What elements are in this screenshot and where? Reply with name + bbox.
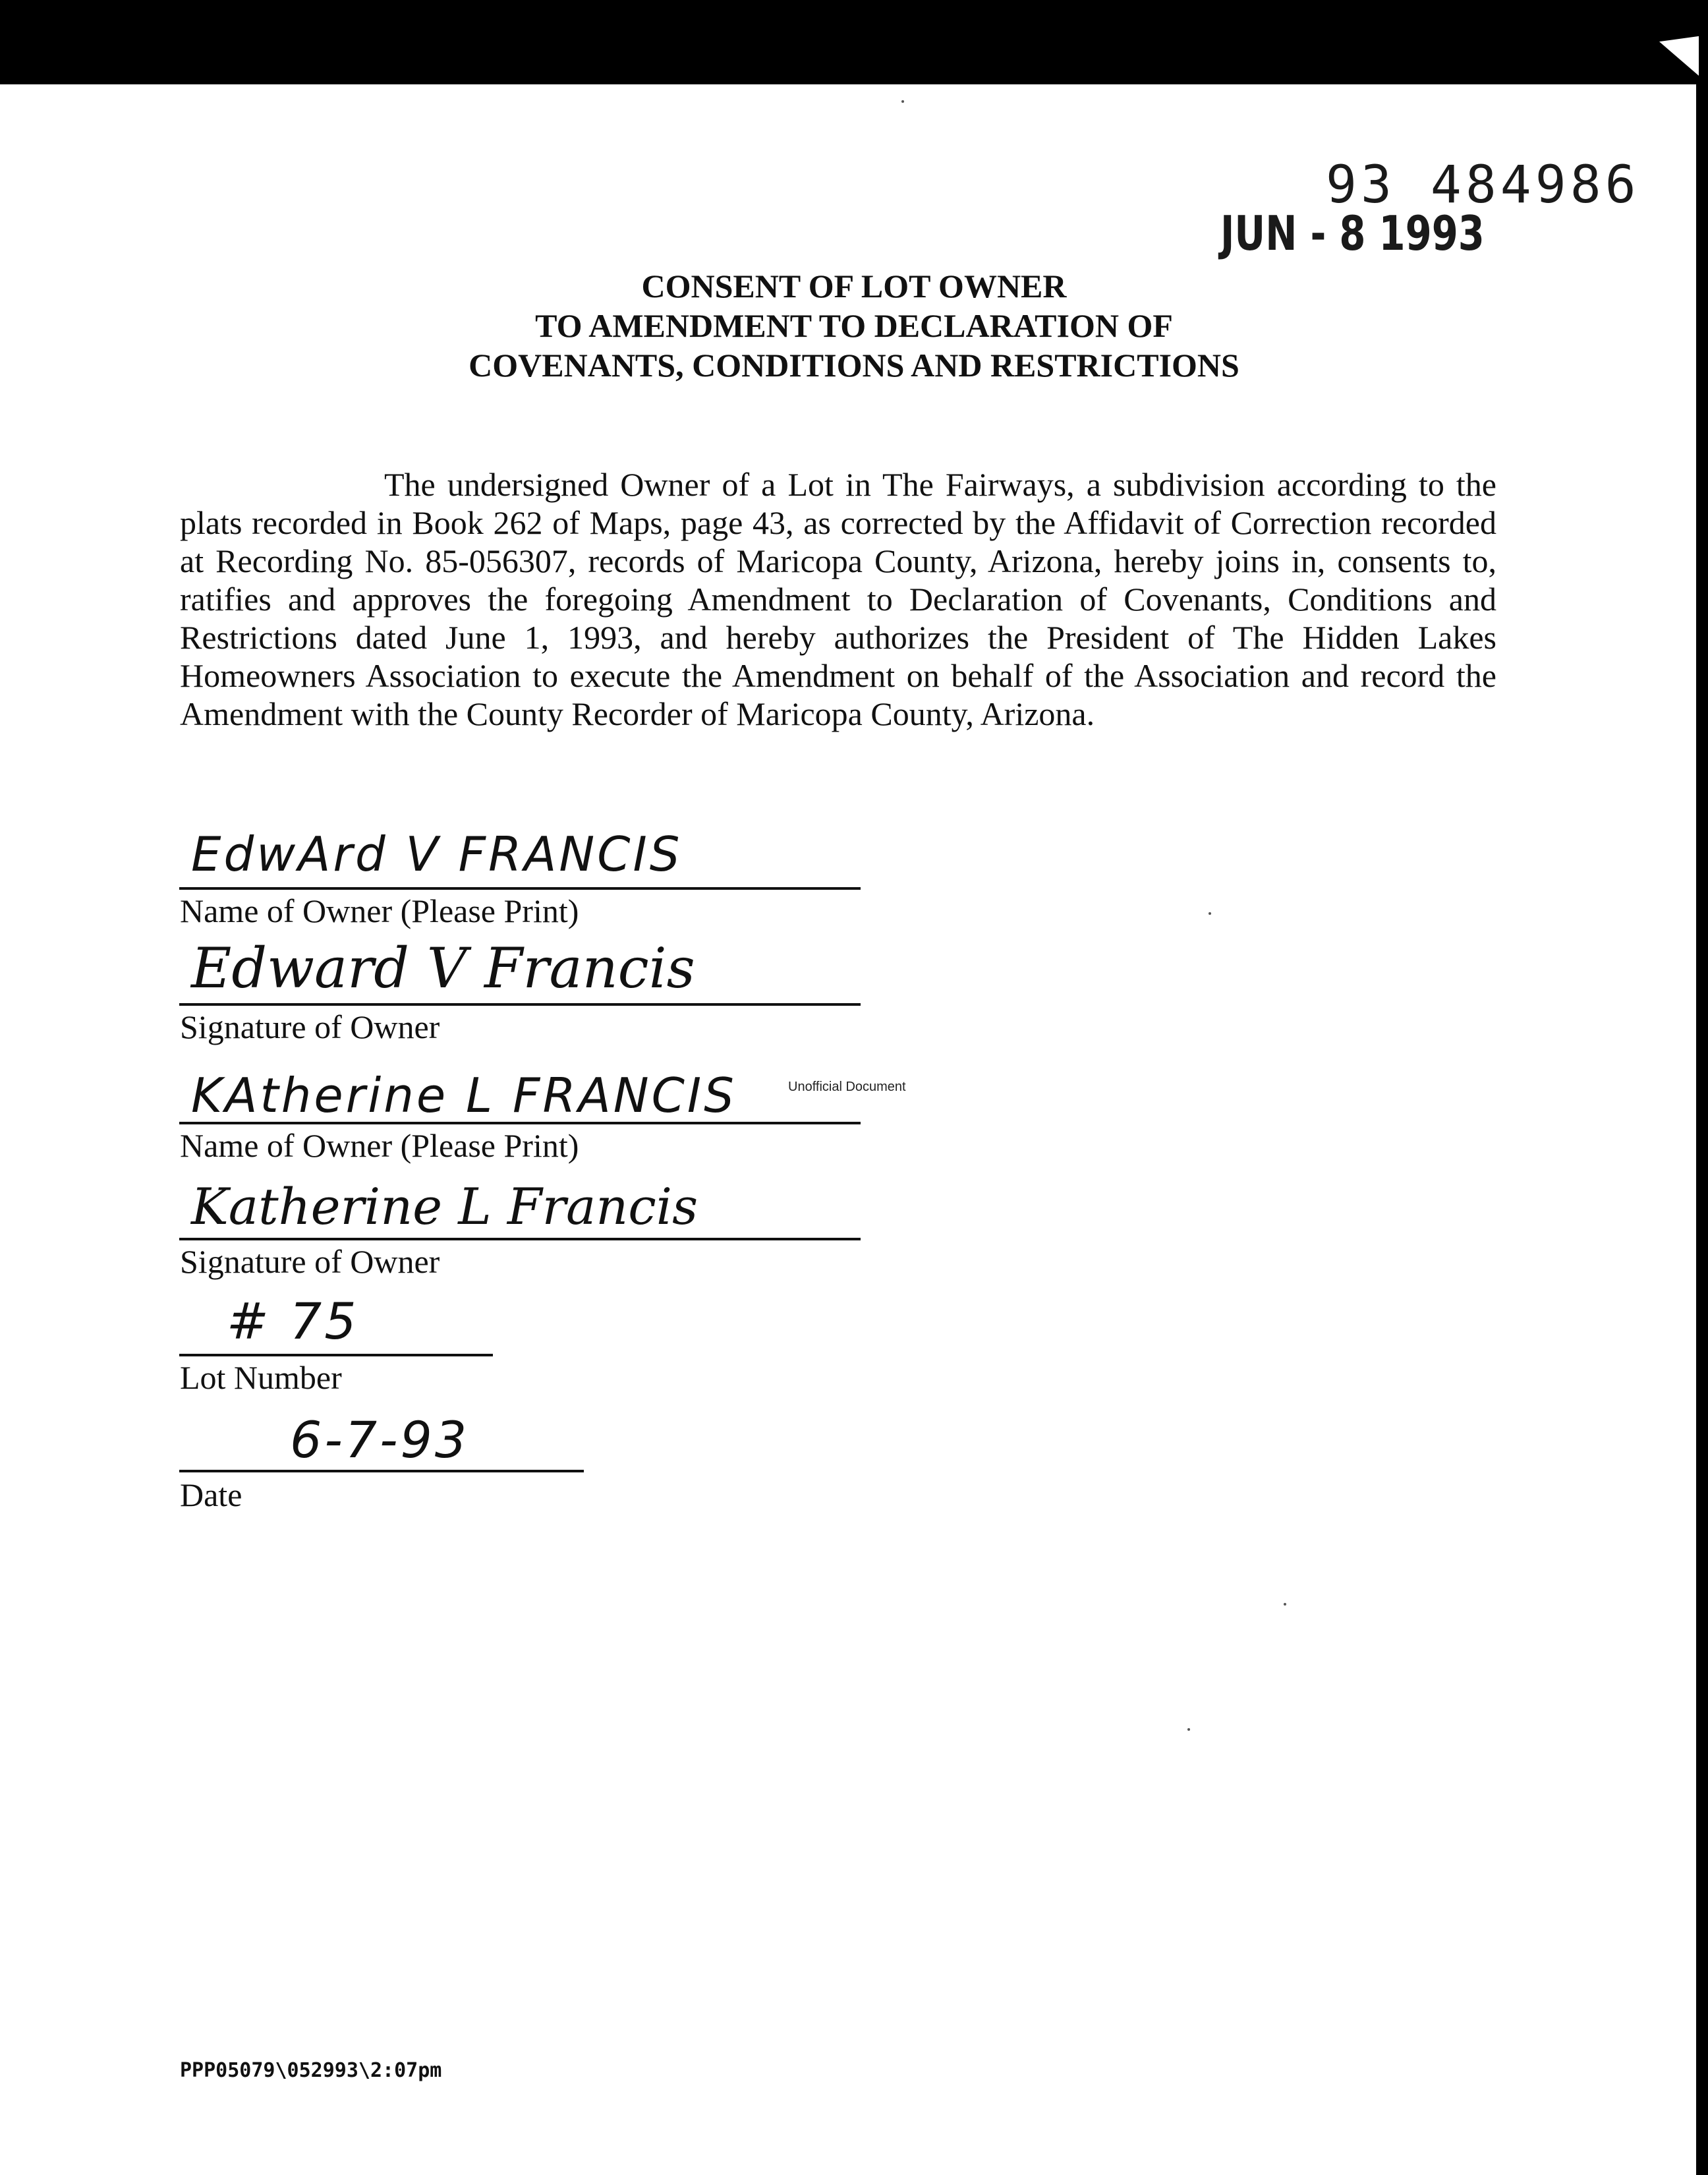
owner2-signature-line bbox=[179, 1238, 861, 1240]
owner1-signature: Edward V Francis bbox=[191, 936, 695, 1000]
owner1-name-line bbox=[179, 887, 861, 890]
owner2-signature-label: Signature of Owner bbox=[180, 1243, 440, 1280]
owner2-name-label: Name of Owner (Please Print) bbox=[180, 1127, 579, 1164]
title-line-1: CONSENT OF LOT OWNER bbox=[641, 268, 1067, 304]
scan-speck bbox=[901, 100, 904, 103]
unofficial-document-watermark: Unofficial Document bbox=[788, 1080, 906, 1094]
scan-speck bbox=[1187, 1728, 1190, 1731]
owner1-signature-line bbox=[179, 1003, 861, 1006]
lot-number-label: Lot Number bbox=[180, 1359, 342, 1396]
scan-top-border bbox=[0, 0, 1708, 84]
owner1-signature-label: Signature of Owner bbox=[180, 1008, 440, 1045]
owner2-name-line bbox=[179, 1122, 861, 1124]
consent-paragraph: The undersigned Owner of a Lot in The Fairways, a subdivision according to the plats recorded in Book 262 of Maps, page 43, as corrected by the Affidavit of Correction recorded at Recording No. 85-056307, records of Maricopa County, Arizona, hereby joins in, consents to, ratifies and approves the foregoing Amendment to Declaration of Covenants, Conditions and Restrictions dated June 1, 1993, and hereby authorizes the President of The Hidden Lakes Homeowners Association to execute the Amendment on behalf of the Association and record the Amendment with the County Recorder of Maricopa County, Arizona. bbox=[180, 466, 1496, 732]
recording-date-stamp: JUN - 8 1993 bbox=[1220, 206, 1485, 261]
date-label: Date bbox=[180, 1476, 242, 1513]
date-value: 6-7-93 bbox=[290, 1410, 470, 1469]
date-line bbox=[179, 1470, 584, 1472]
owner2-printed-name: KAtherine L FRANCIS bbox=[191, 1068, 737, 1123]
recording-number-stamp: 93 484986 bbox=[1326, 156, 1640, 215]
title-line-3: COVENANTS, CONDITIONS AND RESTRICTIONS bbox=[469, 347, 1239, 384]
document-footer-code: PPP05079\052993\2:07pm bbox=[180, 2059, 442, 2082]
scan-speck bbox=[1284, 1603, 1286, 1606]
lot-number-line bbox=[179, 1354, 493, 1356]
lot-number-value: # 75 bbox=[227, 1292, 359, 1350]
document-title bbox=[0, 266, 1708, 385]
owner1-printed-name: EdwArd V FRANCIS bbox=[191, 826, 683, 882]
scan-speck bbox=[1209, 912, 1211, 915]
owner1-name-label: Name of Owner (Please Print) bbox=[180, 892, 579, 929]
owner2-signature: Katherine L Francis bbox=[191, 1177, 698, 1236]
title-line-2: TO AMENDMENT TO DECLARATION OF bbox=[535, 307, 1173, 344]
scan-right-border bbox=[1696, 84, 1708, 2175]
